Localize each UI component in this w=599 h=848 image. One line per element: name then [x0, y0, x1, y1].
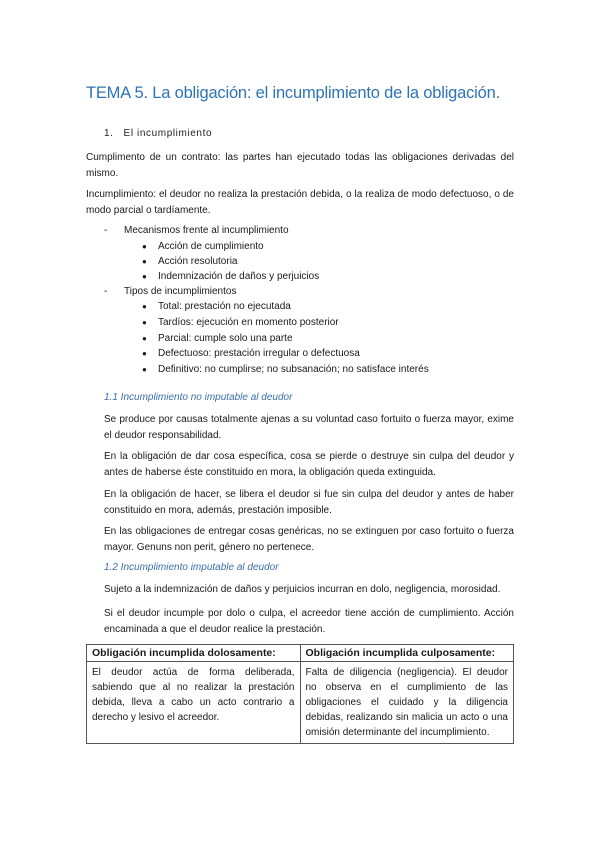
dash-bullet-icon: - [104, 286, 108, 297]
paragraph: Si el deudor incumple por dolo o culpa, el acreedor tiene acción de cumplimiento. Acción encaminada a que el deudor realice la prestación. [104, 608, 514, 635]
list-item-tipos [104, 286, 236, 297]
list-item-mecanismos [104, 225, 289, 236]
section-label: El incumplimiento [123, 128, 213, 139]
list-item [142, 364, 429, 375]
paragraph: Sujeto a la indemnización de daños y perjuicios incurran en dolo, negligencia, morosidad. [104, 584, 501, 595]
bullet-icon: ● [142, 272, 147, 281]
list-item-label: Indemnización de daños y perjuicios [158, 271, 320, 282]
table-header-culposa: Obligación incumplida culposamente: [300, 645, 514, 662]
list-item-label: Tardíos: ejecución en momento posterior [158, 317, 339, 328]
incumplimiento-paragraph: Incumplimiento: el deudor no realiza la prestación debida, o la realiza de modo defectuoso, o de modo parcial o tardíamente. [86, 189, 514, 216]
bullet-icon: ● [142, 242, 147, 251]
list-item-label: Tipos de incumplimientos [124, 286, 237, 297]
list-item [142, 333, 293, 344]
paragraph: En la obligación de hacer, se libera el deudor si fue sin culpa del deudor y antes de haber constituido en mora, además, prestación imposible. [104, 489, 514, 516]
bullet-icon: ● [142, 302, 147, 311]
table-header-dolosa: Obligación incumplida dolosamente: [87, 645, 301, 662]
table-cell-culposa: Falta de diligencia (negligencia). El deudor no observa en el cumplimiento de las obligaciones el cuidado y la diligencia debidas, realizando sin malicia un acto o una omisión determinante del incumplimiento. [300, 662, 514, 744]
list-item-label: Defectuoso: prestación irregular o defectuosa [158, 348, 360, 359]
table-cell-dolosa: El deudor actúa de forma deliberada, sabiendo que al no realizar la prestación debida, lleva a cabo un acto contrario a derecho y lesivo el acreedor. [87, 662, 301, 744]
list-item-label: Total: prestación no ejecutada [158, 301, 291, 312]
list-item-label: Acción resolutoria [158, 256, 238, 267]
table-header-row [87, 645, 514, 662]
section-number: 1. [104, 128, 114, 139]
list-item [142, 241, 264, 252]
bullet-icon: ● [142, 349, 147, 358]
list-item [142, 348, 360, 359]
table-row [87, 662, 514, 744]
paragraph: En las obligaciones de entregar cosas genéricas, no se extinguen por caso fortuito o fuerza mayor. Genuns non perit, género no pertenece. [104, 526, 514, 553]
list-item [142, 256, 237, 267]
section-heading [104, 128, 212, 139]
paragraph: Se produce por causas totalmente ajenas a su voluntad caso fortuito o fuerza mayor, exime el deudor responsabilidad. [104, 414, 514, 441]
bullet-icon: ● [142, 365, 147, 374]
bullet-icon: ● [142, 334, 147, 343]
subsection-heading-1-1: 1.1 Incumplimiento no imputable al deudor [104, 392, 293, 403]
bullet-icon: ● [142, 257, 147, 266]
list-item [142, 317, 339, 328]
subsection-heading-1-2: 1.2 Incumplimiento imputable al deudor [104, 562, 279, 573]
list-item-label: Definitivo: no cumplirse; no subsanación; no satisface interés [158, 364, 429, 375]
list-item [142, 301, 291, 312]
dash-bullet-icon: - [104, 225, 108, 236]
cumplimiento-paragraph: Cumplimento de un contrato: las partes han ejecutado todas las obligaciones derivadas del mismo. [86, 152, 514, 179]
page-title: TEMA 5. La obligación: el incumplimiento de la obligación. [86, 84, 500, 102]
comparison-table [86, 644, 514, 744]
list-item [142, 271, 319, 282]
list-item-label: Acción de cumplimiento [158, 241, 264, 252]
paragraph: En la obligación de dar cosa específica, cosa se pierde o destruye sin culpa del deudor y antes de haberse éste constituido en mora, la obligación queda extinguida. [104, 451, 514, 478]
bullet-icon: ● [142, 318, 147, 327]
list-item-label: Mecanismos frente al incumplimiento [124, 225, 289, 236]
list-item-label: Parcial: cumple solo una parte [158, 333, 293, 344]
